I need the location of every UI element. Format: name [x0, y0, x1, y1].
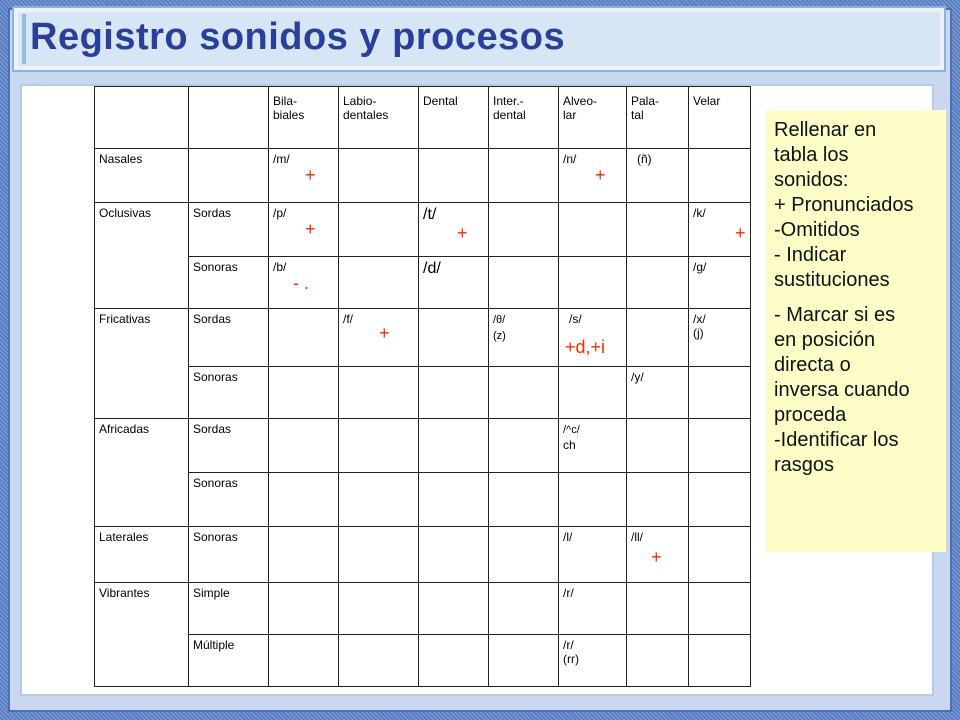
- phoneme-table: [94, 86, 751, 687]
- table-header-row: [95, 87, 751, 149]
- note-line: en posición: [774, 329, 876, 351]
- row-label: Nasales: [95, 149, 189, 203]
- cell: [627, 309, 689, 367]
- cell: [627, 203, 689, 257]
- plus-mark: +: [379, 323, 390, 343]
- cell: [269, 635, 339, 687]
- cell: [269, 473, 339, 527]
- plus-mark: +: [735, 223, 746, 243]
- row-label: Laterales: [95, 527, 189, 583]
- table-row: [95, 203, 751, 257]
- cell: [689, 367, 751, 419]
- note-line: - Marcar si es: [774, 304, 896, 326]
- phoneme: /θ/: [493, 314, 506, 326]
- cell-theta: [489, 309, 559, 367]
- phoneme: (rr): [563, 652, 579, 666]
- phoneme: /t/: [423, 206, 437, 223]
- cell-g: [689, 257, 751, 309]
- cell-m: [269, 149, 339, 203]
- empty-header: [189, 87, 269, 149]
- phoneme: /n/: [563, 152, 577, 166]
- table-row: [95, 527, 751, 583]
- row-label: Vibrantes: [95, 583, 189, 687]
- subrow-label: Múltiple: [189, 635, 269, 687]
- cell: [339, 583, 419, 635]
- sd-mark: +d,+i: [565, 337, 606, 357]
- cell-r: [559, 583, 627, 635]
- table-row: [95, 309, 751, 367]
- cell-l: [559, 527, 627, 583]
- cell-f: [339, 309, 419, 367]
- cell-t: [419, 203, 489, 257]
- phoneme: /f/: [343, 312, 354, 326]
- table-row: [95, 583, 751, 635]
- header-text: dental: [493, 108, 526, 122]
- cell: [489, 583, 559, 635]
- plus-mark: +: [305, 165, 316, 185]
- plus-mark: +: [595, 165, 606, 185]
- header-text: Labio-: [343, 94, 377, 108]
- table-row: [95, 149, 751, 203]
- header-bilabiales: [269, 87, 339, 149]
- phoneme: /^c/: [563, 424, 580, 436]
- cell: [339, 203, 419, 257]
- cell: [419, 583, 489, 635]
- cell: [627, 473, 689, 527]
- note-line: -Identificar los: [774, 429, 899, 451]
- note-line: rasgos: [774, 454, 835, 476]
- cell-p: [269, 203, 339, 257]
- cell-ch: [559, 419, 627, 473]
- cell: [419, 309, 489, 367]
- plus-mark: +: [305, 219, 316, 239]
- cell: [269, 583, 339, 635]
- cell-d: [419, 257, 489, 309]
- cell: [189, 149, 269, 203]
- cell: [339, 473, 419, 527]
- phoneme: /m/: [273, 152, 290, 166]
- header-labiodentales: [339, 87, 419, 149]
- cell: [269, 309, 339, 367]
- phoneme: /ll/: [631, 530, 643, 544]
- table-row: [95, 473, 751, 527]
- plus-mark: +: [651, 547, 662, 567]
- table-row: [95, 635, 751, 687]
- note-line: inversa cuando: [774, 379, 910, 401]
- phoneme: /d/: [423, 260, 441, 277]
- phoneme: /l/: [563, 530, 573, 544]
- subrow-label: Sordas: [189, 309, 269, 367]
- header-text: Pala-: [631, 94, 660, 108]
- header-velar: Velar: [689, 87, 751, 149]
- cell: [419, 149, 489, 203]
- cell: [339, 149, 419, 203]
- cell: [559, 257, 627, 309]
- cell: [559, 367, 627, 419]
- cell: [689, 583, 751, 635]
- cell: [489, 149, 559, 203]
- subrow-label: Sordas: [189, 419, 269, 473]
- cell: [489, 203, 559, 257]
- phoneme: (z): [493, 330, 506, 342]
- title-accent: [22, 14, 26, 64]
- phoneme: /x/: [693, 312, 706, 326]
- plus-mark: +: [457, 223, 468, 243]
- cell: [489, 473, 559, 527]
- row-label: Fricativas: [95, 309, 189, 419]
- cell: [559, 203, 627, 257]
- header-text: dentales: [343, 108, 389, 122]
- cell: [627, 583, 689, 635]
- cell: [269, 419, 339, 473]
- cell: [689, 635, 751, 687]
- cell-k: [689, 203, 751, 257]
- phoneme: (j): [693, 326, 704, 340]
- header-text: Alveo-: [563, 94, 598, 108]
- phoneme: /p/: [273, 206, 287, 220]
- phoneme: /r/: [563, 586, 574, 600]
- cell: [339, 635, 419, 687]
- header-palatal: [627, 87, 689, 149]
- cell: [489, 635, 559, 687]
- subrow-label: Simple: [189, 583, 269, 635]
- cell: [627, 635, 689, 687]
- phoneme: /k/: [693, 206, 706, 220]
- cell-nn: [627, 149, 689, 203]
- cell-y: [627, 367, 689, 419]
- table-row: [95, 419, 751, 473]
- phoneme: /b/: [273, 260, 287, 274]
- cell: [489, 367, 559, 419]
- note-line: tabla los: [774, 144, 849, 166]
- subrow-label: Sordas: [189, 203, 269, 257]
- cell: [269, 527, 339, 583]
- row-label: Oclusivas: [95, 203, 189, 309]
- note-gap: [774, 293, 938, 303]
- cell-b: [269, 257, 339, 309]
- header-text: Inter.-: [493, 94, 524, 108]
- empty-header: [95, 87, 189, 149]
- note-line: -Omitidos: [774, 219, 860, 241]
- minus-mark: - .: [293, 273, 309, 293]
- cell: [489, 419, 559, 473]
- phoneme: /g/: [693, 260, 707, 274]
- cell: [419, 635, 489, 687]
- phoneme: /y/: [631, 370, 644, 384]
- cell: [559, 473, 627, 527]
- header-dental: Dental: [419, 87, 489, 149]
- subrow-label: Sonoras: [189, 527, 269, 583]
- cell: [339, 527, 419, 583]
- cell-s: [559, 309, 627, 367]
- cell: [689, 473, 751, 527]
- header-alveolar: [559, 87, 627, 149]
- subrow-label: Sonoras: [189, 367, 269, 419]
- note-line: sustituciones: [774, 269, 890, 291]
- note-line: - Indicar: [774, 244, 847, 266]
- subrow-label: Sonoras: [189, 473, 269, 527]
- cell: [689, 149, 751, 203]
- header-text: Bila-: [273, 94, 298, 108]
- cell-n: [559, 149, 627, 203]
- cell: [627, 419, 689, 473]
- cell: [339, 419, 419, 473]
- row-label: Africadas: [95, 419, 189, 527]
- cell: [489, 527, 559, 583]
- cell-x: [689, 309, 751, 367]
- note-line: + Pronunciados: [774, 194, 914, 216]
- header-text: lar: [563, 108, 577, 122]
- instructions-note: [766, 110, 946, 552]
- cell: [339, 367, 419, 419]
- cell: [269, 367, 339, 419]
- header-text: tal: [631, 108, 644, 122]
- phoneme: ch: [563, 438, 576, 452]
- cell: [419, 419, 489, 473]
- phoneme: /r/: [563, 638, 574, 652]
- cell: [419, 473, 489, 527]
- subrow-label: Sonoras: [189, 257, 269, 309]
- cell-ll: [627, 527, 689, 583]
- page-title: Registro sonidos y procesos: [30, 16, 566, 58]
- cell: [489, 257, 559, 309]
- cell: [419, 527, 489, 583]
- cell: [419, 367, 489, 419]
- cell-rr: [559, 635, 627, 687]
- cell: [627, 257, 689, 309]
- cell: [339, 257, 419, 309]
- phoneme: (ñ): [637, 152, 652, 166]
- note-line: Rellenar en: [774, 119, 877, 141]
- table-row: [95, 257, 751, 309]
- header-text: biales: [273, 108, 305, 122]
- header-interdental: [489, 87, 559, 149]
- title-bar: [12, 6, 946, 72]
- note-line: proceda: [774, 404, 847, 426]
- note-line: directa o: [774, 354, 851, 376]
- cell: [689, 419, 751, 473]
- note-line: sonidos:: [774, 169, 849, 191]
- table-row: [95, 367, 751, 419]
- cell: [689, 527, 751, 583]
- phoneme: /s/: [569, 312, 582, 326]
